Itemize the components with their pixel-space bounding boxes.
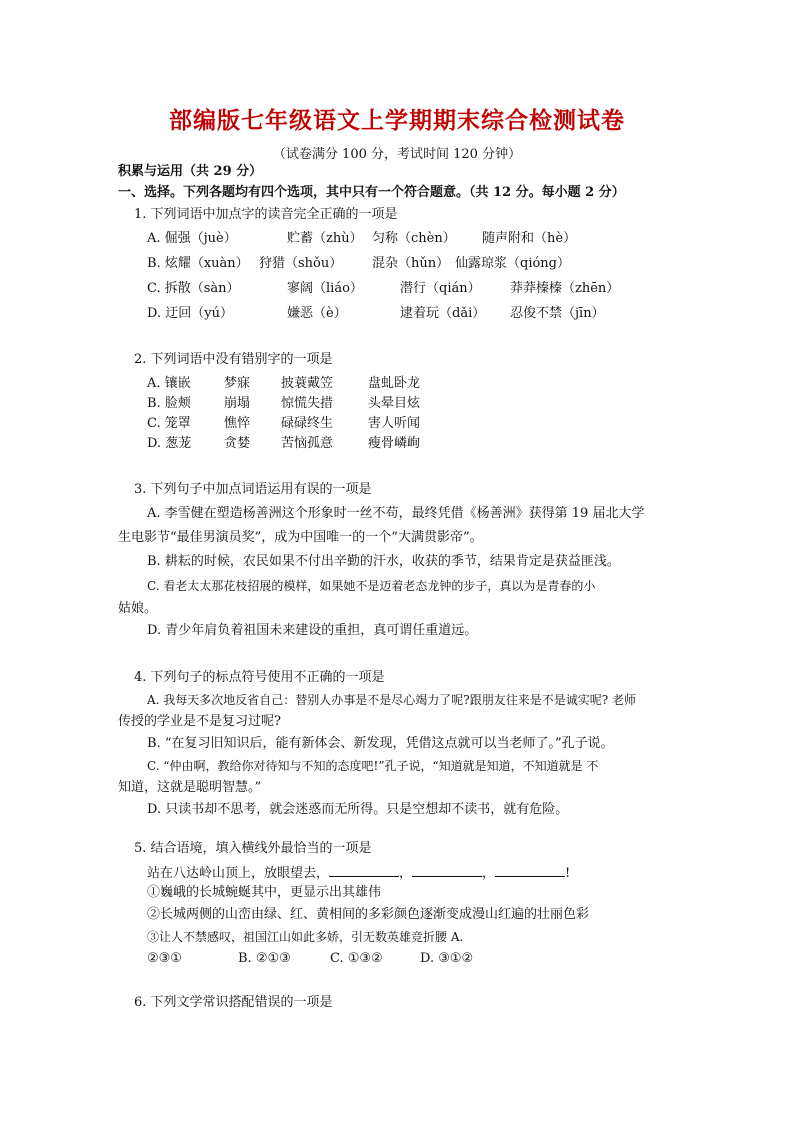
q3-option-d: D. 青少年肩负着祖国未来建设的重担，真可谓任重道远。 (147, 623, 478, 638)
q1-option-a-4: 随声附和（hè） (482, 231, 577, 246)
q5-choice-d: D. ③①② (420, 951, 474, 966)
q5-choice-a: ②③① (147, 951, 182, 966)
q2-option-a-3: 披蓑戴笠 (281, 376, 334, 391)
q2-option-a-1: A. 镶嵌 (147, 376, 191, 391)
exam-info: （试卷满分 100 分，考试时间 120 分钟） (272, 147, 522, 162)
question-5-stem: 5. 结合语境，填入横线外最恰当的一项是 (134, 841, 372, 856)
q3-option-c-cont: 姑娘。 (118, 601, 158, 616)
q5-sep-1: ， (399, 866, 413, 881)
q1-option-b-4: 仙露琼浆（qióng） (455, 256, 571, 271)
q2-option-b-1: B. 脸颊 (147, 396, 191, 411)
q5-blank-1[interactable] (329, 862, 399, 877)
q4-option-c: C. “仲由啊，教给你对待知与不知的态度吧!”孔子说，“知道就是知道，不知道就是 不 (147, 759, 599, 773)
section-heading: 积累与运用（共 29 分） (118, 164, 263, 179)
q2-option-c-2: 憔悴 (224, 416, 251, 431)
q2-option-d-2: 贪婪 (224, 436, 251, 451)
q3-option-a: A. 李雪健在塑造杨善洲这个形象时一丝不苟，最终凭借《杨善洲》获得第 19 届北大学 (147, 506, 645, 521)
q1-option-d-3: 逮着玩（dǎi） (400, 306, 486, 321)
page-title: 部编版七年级语文上学期期末综合检测试卷 (169, 107, 625, 134)
q1-option-d-1: D. 迂回（yú） (147, 306, 233, 321)
q5-item-3: ③让人不禁感叹，祖国江山如此多娇，引无数英雄竞折腰 A. (147, 930, 464, 944)
q5-choice-b: B. ②①③ (238, 951, 291, 966)
question-1-stem: 1. 下列词语中加点字的读音完全正确的一项是 (134, 207, 398, 222)
q4-option-b: B. “在复习旧知识后，能有新体会、新发现，凭借这点就可以当老师了。”孔子说。 (147, 736, 614, 751)
q4-option-d: D. 只读书却不思考，就会迷惑而无所得。只是空想却不读书，就有危险。 (147, 802, 569, 817)
q4-option-a: A. 我每天多次地反省自己：替别人办事是不是尽心竭力了呢?跟朋友往来是不是诚实呢? 老师 (147, 693, 636, 707)
part-heading: 一、选择。下列各题均有四个选项，其中只有一个符合题意。（共 12 分。每小题 2 分） (118, 185, 625, 200)
q5-item-2: ②长城两侧的山峦由绿、红、黄相间的多彩颜色逐渐变成漫山红遍的壮丽色彩 (147, 907, 590, 922)
q1-option-b-3: 混杂（hǔn） (372, 256, 450, 271)
q5-choice-c: C. ①③② (330, 951, 383, 966)
q5-blank-2[interactable] (412, 862, 482, 877)
q5-sentence-text: 站在八达岭山顶上，放眼望去， (147, 866, 330, 881)
q1-option-d-2: 嫌恶（è） (287, 306, 347, 321)
q1-option-a-2: 贮蓄（zhù） (287, 231, 363, 246)
q2-option-b-2: 崩塌 (224, 396, 251, 411)
q4-option-a-cont: 传授的学业是不是复习过呢? (118, 714, 281, 729)
question-2-stem: 2. 下列词语中没有错别字的一项是 (134, 352, 333, 367)
q1-option-b-1: B. 炫耀（xuàn） (147, 256, 249, 271)
q4-option-c-cont: 知道，这就是聪明智慧。” (118, 780, 262, 795)
q1-option-d-4: 忍俊不禁（jīn） (510, 306, 605, 321)
q1-option-c-2: 寥阔（liáo） (287, 281, 363, 296)
q2-option-b-3: 惊慌失措 (281, 396, 334, 411)
q5-item-1: ①巍峨的长城蜿蜒其中，更显示出其雄伟 (147, 885, 382, 900)
q3-option-b: B. 耕耘的时候，农民如果不付出辛勤的汗水，收获的季节，结果肯定是获益匪浅。 (147, 554, 620, 569)
q3-option-c: C. 看老太太那花枝招展的模样，如果她不是迈着老态龙钟的步子，真以为是青春的小 (147, 579, 596, 593)
q2-option-c-4: 害人听闻 (368, 416, 421, 431)
q2-option-b-4: 头晕目炫 (368, 396, 421, 411)
q2-option-d-4: 瘦骨嶙峋 (368, 436, 421, 451)
q2-option-a-4: 盘虬卧龙 (368, 376, 421, 391)
q1-option-b-2: 狩猎（shǒu） (259, 256, 343, 271)
q5-end: ! (565, 866, 571, 881)
q2-option-c-1: C. 笼罩 (147, 416, 191, 431)
question-4-stem: 4. 下列句子的标点符号使用不正确的一项是 (134, 670, 385, 685)
q5-blank-3[interactable] (495, 862, 565, 877)
question-3-stem: 3. 下列句子中加点词语运用有误的一项是 (134, 482, 372, 497)
q1-option-c-3: 潜行（qián） (400, 281, 481, 296)
q2-option-a-2: 梦寐 (224, 376, 251, 391)
question-6-stem: 6. 下列文学常识搭配错误的一项是 (134, 995, 333, 1010)
q1-option-c-1: C. 拆散（sàn） (147, 281, 240, 296)
q1-option-c-4: 莽莽榛榛（zhēn） (510, 281, 620, 296)
q5-sep-2: ， (482, 866, 496, 881)
q5-sentence (147, 862, 570, 883)
q3-option-a-cont: 生电影节“最佳男演员奖”，成为中国唯一的一个“大满贯影帝”。 (118, 530, 483, 545)
q2-option-c-3: 碌碌终生 (281, 416, 334, 431)
q1-option-a-1: A. 倔强（juè） (147, 231, 237, 246)
q2-option-d-3: 苦恼孤意 (281, 436, 334, 451)
q2-option-d-1: D. 葱茏 (147, 436, 192, 451)
q1-option-a-3: 匀称（chèn） (372, 231, 456, 246)
